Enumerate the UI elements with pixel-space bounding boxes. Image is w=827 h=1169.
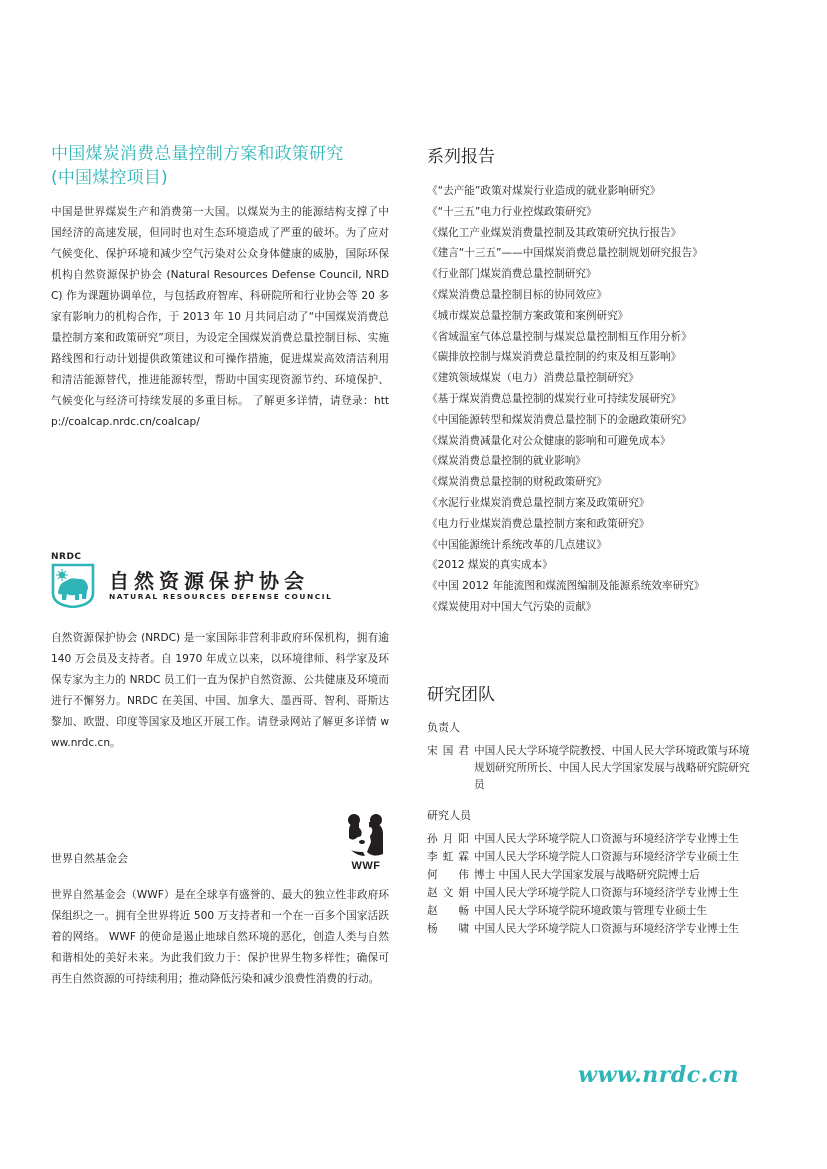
wwf-description: 世界自然基金会（WWF）是在全球享有盛誉的、最大的独立性非政府环保组织之一。拥有全世界将近 500 万支持者和一个在一百多个国家活跃着的网络。 WWF 的使命是遏止地球自然环境的恶化，创造人类与自然和谐相处的美好未来。为此我们致力于：保护世界生物多样性；确保可再生自然资源的可持续利用；推动降低污染和减少浪费性消费的行动。 — [51, 889, 389, 985]
series-item: 《中国 2012 年能流图和煤流图编制及能源系统效率研究》 — [427, 580, 705, 593]
project-title — [51, 142, 389, 190]
nrdc-description: 自然资源保护协会 (NRDC) 是一家国际非营利非政府环保机构，拥有逾 140 万会员及支持者。自 1970 年成立以来，以环境律师、科学家及环保专家为主力的 NRDC 员工们一直为保护自然资源、公共健康及环境而进行不懈努力。NRDC 在美国、中国、加拿大、墨西哥、智利、哥斯达黎加、欧盟、印度等国家及地区开展工作。请登录网站了解更多详情 www.nrdc.cn。 — [51, 632, 389, 749]
series-item: 《中国能源转型和煤炭消费总量控制下的金融政策研究》 — [427, 413, 692, 426]
wwf-heading: 世界自然基金会 — [51, 852, 128, 865]
series-item: 《煤炭消费总量控制目标的协同效应》 — [427, 288, 608, 301]
member-name: 赵文娟 — [427, 887, 469, 899]
wwf-section — [51, 885, 389, 990]
member-desc: 中国人民大学环境学院教授、中国人民大学环境政策与环境规划研究所所长、中国人民大学国家发展与战略研究院研究员 — [474, 745, 750, 791]
series-item: 《煤炭消费总量控制的财税政策研究》 — [427, 476, 608, 489]
member-name: 赵畅 — [427, 905, 469, 917]
nrdc-section — [51, 628, 389, 754]
team-member — [427, 867, 757, 884]
researchers-subtitle: 研究人员 — [427, 809, 471, 822]
nrdc-abbr: NRDC — [51, 552, 82, 562]
polar-bear-badge-icon — [51, 563, 95, 608]
panda-icon — [343, 812, 389, 858]
nrdc-name-cn: 自然资源保护协会 — [109, 569, 309, 593]
member-desc: 中国人民大学环境学院环境政策与管理专业硕士生 — [474, 905, 708, 917]
team-title: 研究团队 — [427, 685, 495, 705]
series-item: 《建筑领域煤炭（电力）消费总量控制研究》 — [427, 372, 639, 385]
member-name: 宋国君 — [427, 745, 469, 757]
series-item: 《碳排放控制与煤炭消费总量控制的约束及相互影响》 — [427, 351, 682, 364]
series-item: 《中国能源统计系统改革的几点建议》 — [427, 538, 608, 551]
series-item: 《煤炭消费减量化对公众健康的影响和可避免成本》 — [427, 434, 671, 447]
member-desc: 中国人民大学环境学院人口资源与环境经济学专业博士生 — [474, 887, 739, 899]
series-item: 《城市煤炭总量控制方案政策和案例研究》 — [427, 309, 629, 322]
series-item: 《“十三五”电力行业控煤政策研究》 — [427, 205, 597, 218]
project-section — [51, 142, 389, 433]
member-name: 李虹霖 — [427, 851, 469, 863]
series-title: 系列报告 — [427, 147, 495, 167]
series-item: 《水泥行业煤炭消费总量控制方案及政策研究》 — [427, 496, 650, 509]
series-item: 《煤炭消费总量控制的就业影响》 — [427, 455, 586, 468]
series-item: 《电力行业煤炭消费总量控制方案和政策研究》 — [427, 517, 650, 530]
wwf-logo-text: WWF — [351, 860, 381, 872]
member-name: 孙月阳 — [427, 833, 469, 845]
team-member — [427, 885, 757, 902]
team-member — [427, 849, 757, 866]
series-item: 《“去产能”政策对煤炭行业造成的就业影响研究》 — [427, 185, 661, 197]
team-member — [427, 903, 757, 920]
series-item: 《建言“十三五”——中国煤炭消费总量控制规划研究报告》 — [427, 247, 703, 260]
series-item: 《基于煤炭消费总量控制的煤炭行业可持续发展研究》 — [427, 392, 682, 405]
member-desc: 博士 中国人民大学国家发展与战略研究院博士后 — [474, 869, 700, 881]
member-desc: 中国人民大学环境学院人口资源与环境经济学专业博士生 — [474, 923, 739, 935]
lead-subtitle: 负责人 — [427, 721, 460, 734]
nrdc-logo — [51, 552, 341, 612]
website-link[interactable]: www.nrdc.cn — [578, 1062, 740, 1088]
series-item: 《省域温室气体总量控制与煤炭总量控制相互作用分析》 — [427, 330, 692, 343]
series-section — [427, 142, 757, 618]
series-list — [427, 181, 757, 618]
member-name: 何伟 — [427, 869, 469, 881]
series-item: 《煤化工产业煤炭消费量控制及其政策研究执行报告》 — [427, 226, 682, 239]
member-name: 杨啸 — [427, 923, 469, 935]
series-item: 《行业部门煤炭消费总量控制研究》 — [427, 268, 597, 281]
wwf-logo — [343, 812, 389, 872]
member-desc: 中国人民大学环境学院人口资源与环境经济学专业硕士生 — [474, 851, 739, 863]
series-item: 《2012 煤炭的真实成本》 — [427, 559, 553, 572]
nrdc-name-en: NATURAL RESOURCES DEFENSE COUNCIL — [109, 592, 333, 601]
team-member — [427, 743, 757, 794]
project-title-line2: (中国煤控项目) — [51, 168, 168, 188]
team-section — [427, 680, 757, 939]
team-member — [427, 921, 757, 938]
series-item: 《煤炭使用对中国大气污染的贡献》 — [427, 600, 597, 613]
project-title-line1: 中国煤炭消费总量控制方案和政策研究 — [51, 144, 344, 164]
project-description: 中国是世界煤炭生产和消费第一大国。以煤炭为主的能源结构支撑了中国经济的高速发展，但同时也对生态环境造成了严重的破坏。为了应对气候变化、保护环境和减少空气污染对公众身体健康的威胁，国际环保机构自然资源保护协会 (Natural Resources Defense Council, NRDC) 作为课题协调单位，与包括政府智库、科研院所和行业协会等 20 多家有影响力的机构合作，于 2013 年 10 月共同启动了“中国煤炭消费总量控制方案和政策研究”项目，为设定全国煤炭消费总量控制目标、实施路线图和行动计划提供政策建议和可操作措施，促进煤炭高效清洁利用和清洁能源替代，推进能源转型，帮助中国实现资源节约、环境保护、气候变化与经济可持续发展的多重目标。 了解更多详情，请登录：http://coalcap.nrdc.cn/coalcap/ — [51, 206, 389, 428]
member-desc: 中国人民大学环境学院人口资源与环境经济学专业博士生 — [474, 833, 739, 845]
team-member — [427, 831, 757, 848]
